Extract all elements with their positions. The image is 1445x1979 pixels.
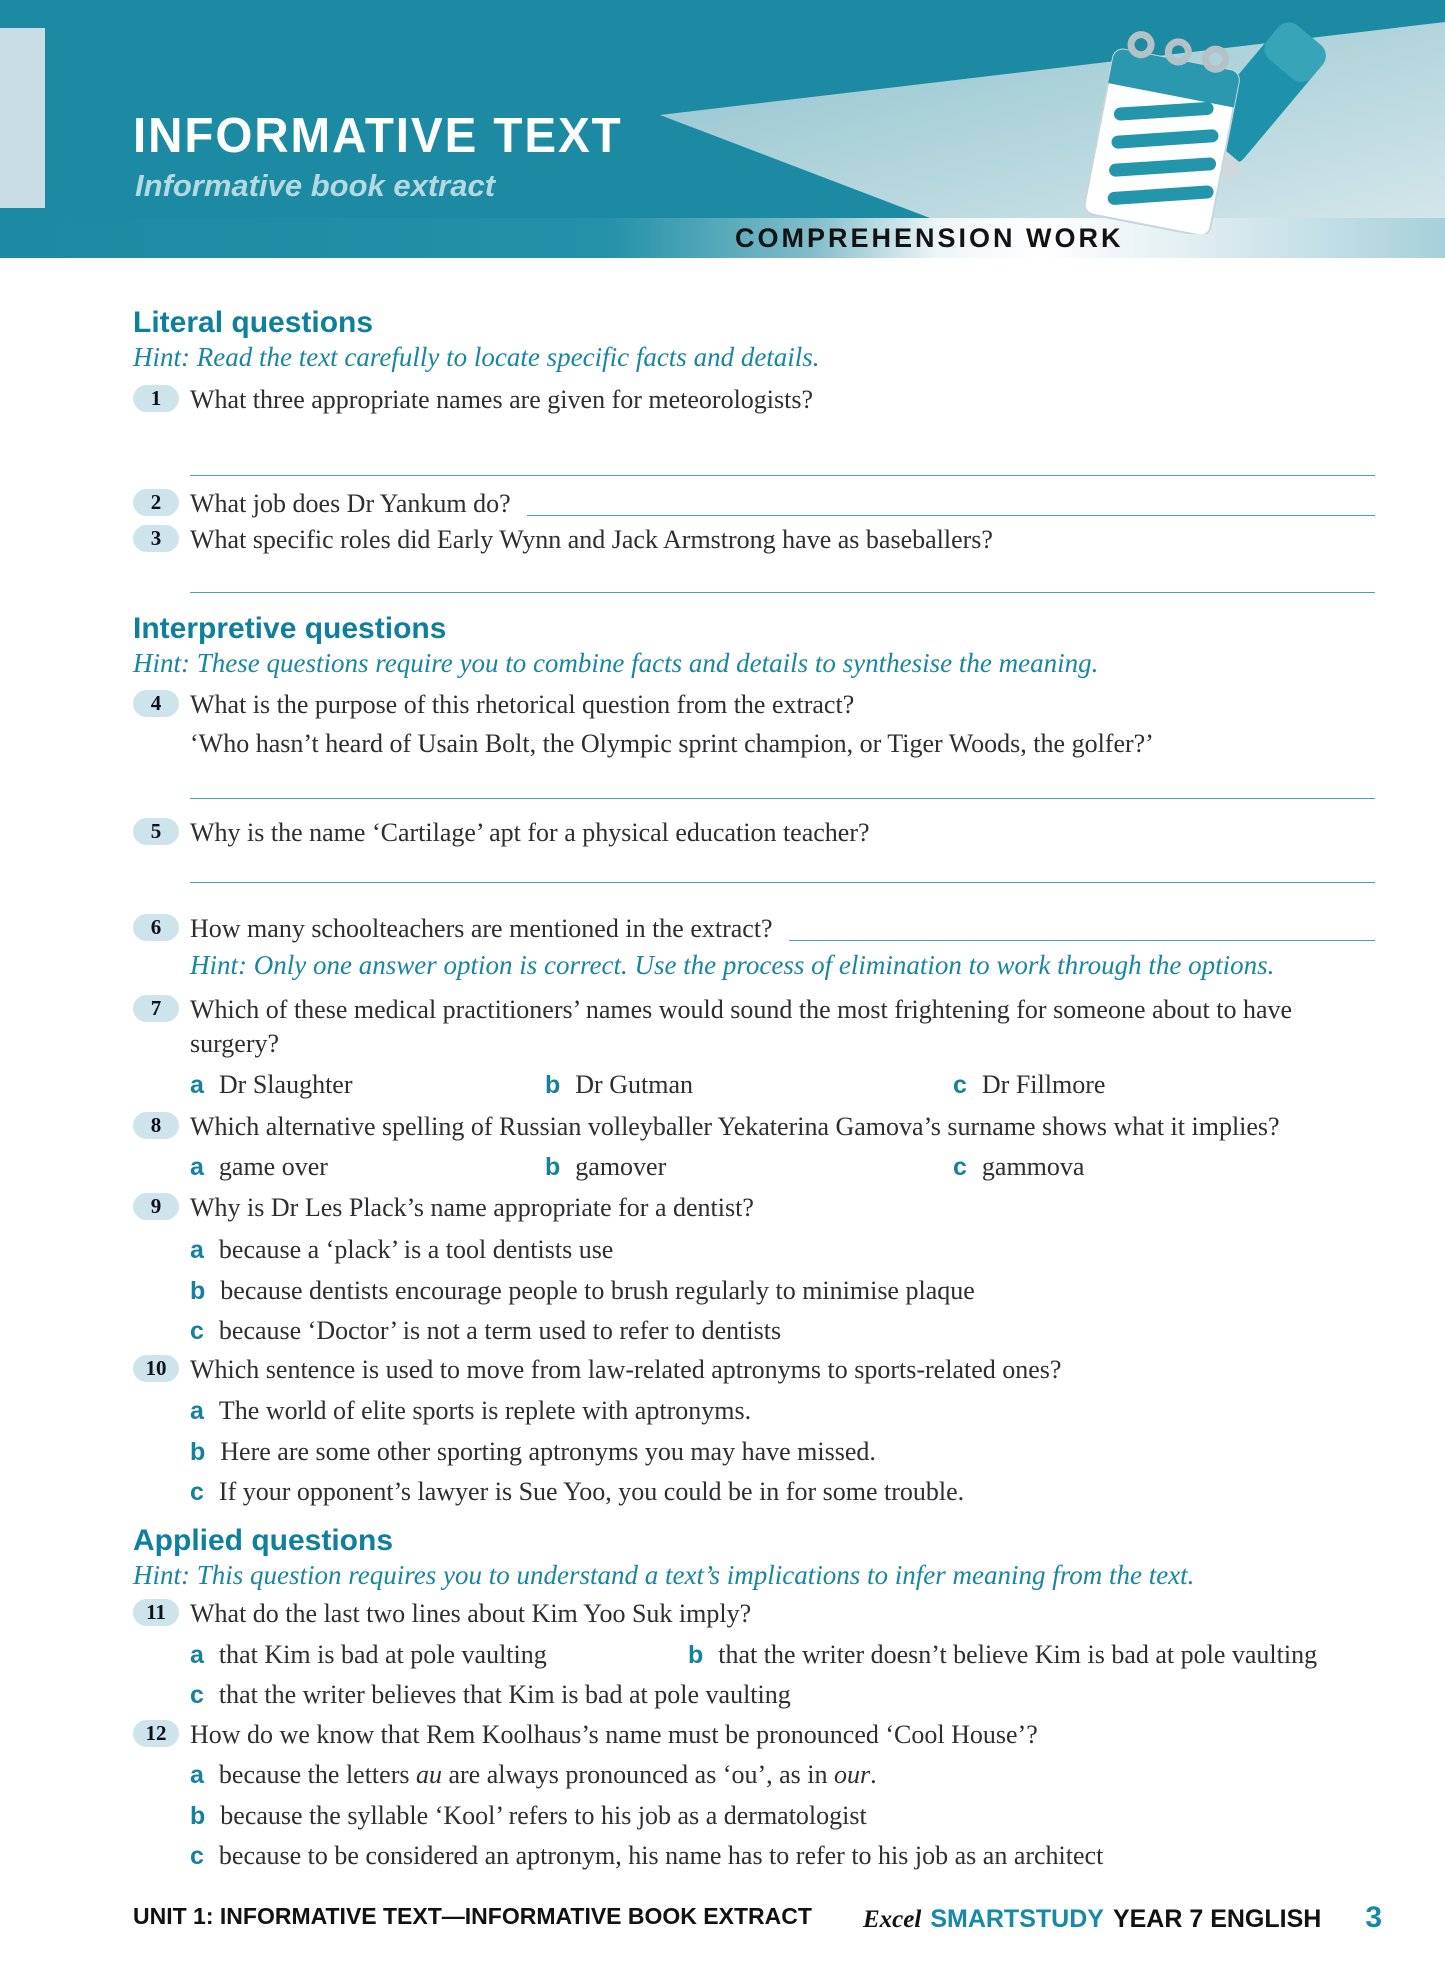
q12-option-b[interactable]: [190, 1799, 867, 1833]
footer-brand: [863, 1901, 1382, 1935]
q12-option-c[interactable]: [190, 1839, 1103, 1873]
q11-option-b[interactable]: [688, 1638, 1317, 1672]
q10-option-c-text: If your opponent’s lawyer is Sue Yoo, you could be in for some trouble.: [218, 1477, 965, 1506]
question-10-text: Which sentence is used to move from law-related aptronyms to sports-related ones?: [190, 1355, 1062, 1384]
question-number-4: 4: [133, 690, 179, 717]
question-6-row: [190, 912, 1375, 946]
question-2-row: [190, 487, 1375, 521]
hint-applied: Hint: This question requires you to understand a text’s implications to infer meaning from the text.: [133, 1560, 1195, 1590]
q7-option-c-letter: c: [953, 1071, 967, 1099]
q7-option-a[interactable]: [190, 1068, 353, 1102]
question-12-text: How do we know that Rem Koolhaus’s name must be pronounced ‘Cool House’?: [190, 1720, 1038, 1749]
q11-option-a-letter: a: [190, 1641, 204, 1669]
hint-interpretive: Hint: These questions require you to combine facts and details to synthesise the meaning.: [133, 648, 1099, 678]
q7-option-a-text: Dr Slaughter: [218, 1070, 353, 1099]
brand-excel: Excel: [863, 1906, 922, 1933]
q11-option-a-text: that Kim is bad at pole vaulting: [218, 1640, 547, 1669]
q9-option-b[interactable]: [190, 1274, 975, 1308]
q10-option-a[interactable]: [190, 1394, 751, 1428]
question-9-text: Why is Dr Les Plack’s name appropriate for a dentist?: [190, 1193, 754, 1222]
answer-line-q5[interactable]: [190, 882, 1375, 883]
q8-option-b[interactable]: [545, 1150, 666, 1184]
q7-option-c-text: Dr Fillmore: [981, 1070, 1106, 1099]
footer-unit-label: UNIT 1: INFORMATIVE TEXT—INFORMATIVE BOOK EXTRACT: [133, 1903, 812, 1929]
question-number-12: 12: [133, 1720, 179, 1747]
notepad-and-marker-icon: [1020, 22, 1350, 234]
header-banner: [0, 0, 1445, 258]
q10-option-c-letter: c: [190, 1478, 204, 1506]
question-6-text: How many schoolteachers are mentioned in the extract?: [190, 914, 773, 943]
left-accent-block: [0, 28, 45, 208]
q9-option-a-letter: a: [190, 1236, 204, 1264]
question-number-7: 7: [133, 995, 179, 1022]
question-number-1: 1: [133, 385, 179, 412]
answer-line-q1[interactable]: [190, 475, 1375, 476]
q8-option-a[interactable]: [190, 1150, 328, 1184]
q10-option-a-text: The world of elite sports is replete with aptronyms.: [218, 1396, 752, 1425]
q11-option-b-letter: b: [688, 1641, 704, 1669]
q10-option-c[interactable]: [190, 1475, 964, 1509]
page-number: 3: [1365, 1901, 1382, 1934]
question-number-3: 3: [133, 525, 179, 552]
question-7-text: Which of these medical practitioners’ names would sound the most frightening for someone about to have surgery?: [190, 995, 1293, 1058]
answer-line-q4[interactable]: [190, 798, 1375, 799]
q8-option-b-letter: b: [545, 1153, 561, 1181]
question-11-text: What do the last two lines about Kim Yoo Suk imply?: [190, 1599, 752, 1628]
answer-line-q2[interactable]: [527, 515, 1375, 516]
section-heading-interpretive: Interpretive questions: [133, 612, 447, 645]
question-number-11: 11: [133, 1599, 179, 1626]
question-2-text: What job does Dr Yankum do?: [190, 489, 511, 518]
question-5-text: Why is the name ‘Cartilage’ apt for a physical education teacher?: [190, 818, 870, 847]
q12-option-b-letter: b: [190, 1802, 206, 1830]
hint-literal: Hint: Read the text carefully to locate specific facts and details.: [133, 342, 820, 372]
q8-option-c[interactable]: [953, 1150, 1084, 1184]
question-8-text: Which alternative spelling of Russian volleyballer Yekaterina Gamova’s surname shows what it implies?: [190, 1112, 1280, 1141]
question-number-2: 2: [133, 489, 179, 516]
q11-option-b-text: that the writer doesn’t believe Kim is bad at pole vaulting: [718, 1640, 1318, 1669]
q12-option-a[interactable]: [190, 1758, 877, 1792]
q9-option-b-letter: b: [190, 1277, 206, 1305]
q7-option-c[interactable]: [953, 1068, 1105, 1102]
question-number-5: 5: [133, 818, 179, 845]
brand-smartstudy: SMARTSTUDY: [930, 1905, 1104, 1933]
q8-option-c-letter: c: [953, 1153, 967, 1181]
q11-option-a[interactable]: [190, 1638, 547, 1672]
question-number-10: 10: [133, 1355, 179, 1382]
q10-option-a-letter: a: [190, 1397, 204, 1425]
q9-option-a-text: because a ‘plack’ is a tool dentists use: [218, 1235, 614, 1264]
question-1-text: What three appropriate names are given for meteorologists?: [190, 385, 814, 414]
q8-option-a-text: game over: [218, 1152, 328, 1181]
q9-option-c[interactable]: [190, 1314, 781, 1348]
question-3-text: What specific roles did Early Wynn and Jack Armstrong have as baseballers?: [190, 525, 993, 554]
brand-course: YEAR 7 ENGLISH: [1112, 1905, 1322, 1933]
page-title: INFORMATIVE TEXT: [133, 109, 623, 163]
comprehension-strip-label: COMPREHENSION WORK: [735, 223, 1124, 253]
q11-option-c-letter: c: [190, 1681, 204, 1709]
question-4-quote: ‘Who hasn’t heard of Usain Bolt, the Olympic sprint champion, or Tiger Woods, the golfer?’: [190, 729, 1154, 758]
q12-option-c-text: because to be considered an aptronym, his name has to refer to his job as an architect: [218, 1841, 1104, 1870]
question-number-9: 9: [133, 1193, 179, 1220]
question-number-8: 8: [133, 1112, 179, 1139]
q7-option-a-letter: a: [190, 1071, 204, 1099]
q12-option-c-letter: c: [190, 1842, 204, 1870]
q10-option-b[interactable]: [190, 1435, 876, 1469]
q8-option-c-text: gammova: [981, 1152, 1085, 1181]
q10-option-b-text: Here are some other sporting aptronyms you may have missed.: [220, 1437, 876, 1466]
q11-option-c-text: that the writer believes that Kim is bad at pole vaulting: [218, 1680, 791, 1709]
question-4-text: What is the purpose of this rhetorical question from the extract?: [190, 690, 855, 719]
q12-option-b-text: because the syllable ‘Kool’ refers to his job as a dermatologist: [220, 1801, 867, 1830]
q9-option-c-text: because ‘Doctor’ is not a term used to refer to dentists: [218, 1316, 782, 1345]
q9-option-c-letter: c: [190, 1317, 204, 1345]
q11-option-c[interactable]: [190, 1678, 791, 1712]
page-subtitle: Informative book extract: [135, 168, 496, 203]
q7-option-b[interactable]: [545, 1068, 693, 1102]
question-number-6: 6: [133, 914, 179, 941]
q12-option-a-text: because the letters au are always pronounced as ‘ou’, as in our.: [218, 1760, 877, 1789]
hint-multiple-choice: Hint: Only one answer option is correct. Use the process of elimination to work through the options.: [190, 950, 1275, 980]
answer-line-q6[interactable]: [789, 940, 1375, 941]
q7-option-b-text: Dr Gutman: [575, 1070, 693, 1099]
q10-option-b-letter: b: [190, 1438, 206, 1466]
q12-option-a-letter: a: [190, 1761, 204, 1789]
q8-option-b-text: gamover: [575, 1152, 667, 1181]
q7-option-b-letter: b: [545, 1071, 561, 1099]
q9-option-b-text: because dentists encourage people to brush regularly to minimise plaque: [220, 1276, 975, 1305]
section-heading-literal: Literal questions: [133, 306, 374, 339]
section-heading-applied: Applied questions: [133, 1524, 394, 1557]
q9-option-a[interactable]: [190, 1233, 613, 1267]
answer-line-q3[interactable]: [190, 592, 1375, 593]
q8-option-a-letter: a: [190, 1153, 204, 1181]
